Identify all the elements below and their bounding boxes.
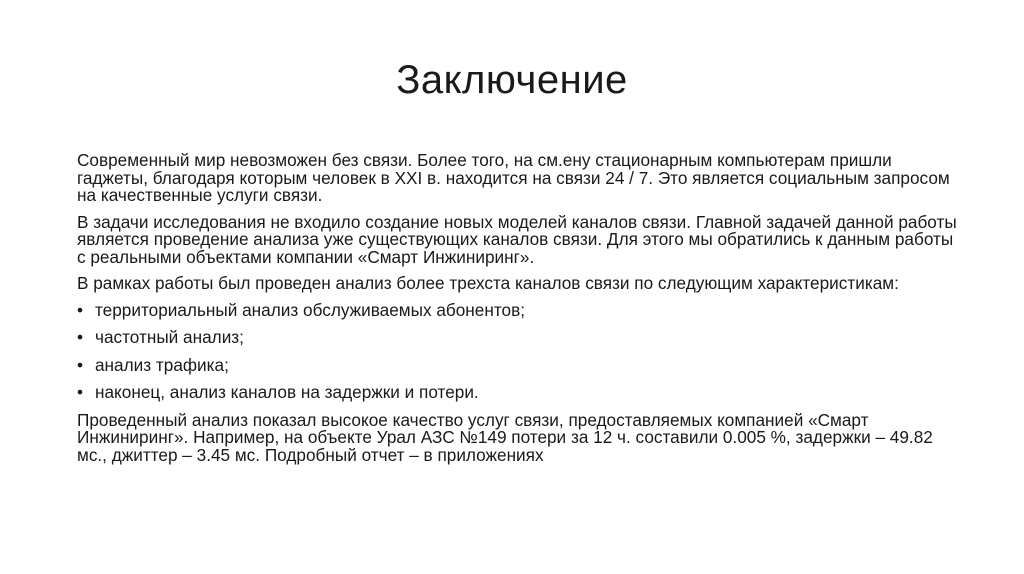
slide-title: Заключение [396,58,628,102]
paragraph-analysis-lead: В рамках работы был проведен анализ более трехста каналов связи по следующим характеристикам: [77,273,899,293]
list-item [77,299,957,320]
paragraph-conclusion: Проведенный анализ показал высокое качество услуг связи, предоставляемых компанией «Смарт Инжиниринг». Например, на объекте Урал АЗС №149 потери за 12 ч. составили 0.005 %, задержки – 49.82 мс., джиттер – 3.45 мс. Подробный отчет – в приложениях [77,409,933,465]
slide-body [77,152,957,473]
list-item [77,329,957,347]
paragraph-intro: Современный мир невозможен без связи. Более того, на см.ену стационарным компьютерам пришли гаджеты, благодаря которым человек в XXI в. находится на связи 24 / 7. Это является социальным запросом на качественные услуги связи. [77,150,950,205]
list-item-text: анализ трафика; [95,354,229,375]
characteristics-list [77,299,957,402]
bullet-icon: • [77,327,84,347]
bullet-icon: • [77,299,84,320]
list-item-text: частотный анализ; [95,327,244,347]
list-item-text: территориальный анализ обслуживаемых абонентов; [95,299,525,320]
list-item [77,354,957,375]
list-item-text: наконец, анализ каналов на задержки и потери. [95,382,479,402]
paragraph-objectives: В задачи исследования не входило создание новых моделей каналов связи. Главной задачей данной работы является проведение анализа уже существующих каналов связи. Для этого мы обратились к данным работы с реальными объектами компании «Смарт Инжиниринг». [77,211,957,267]
bullet-icon: • [77,382,84,402]
bullet-icon: • [77,354,84,375]
list-item [77,384,957,402]
